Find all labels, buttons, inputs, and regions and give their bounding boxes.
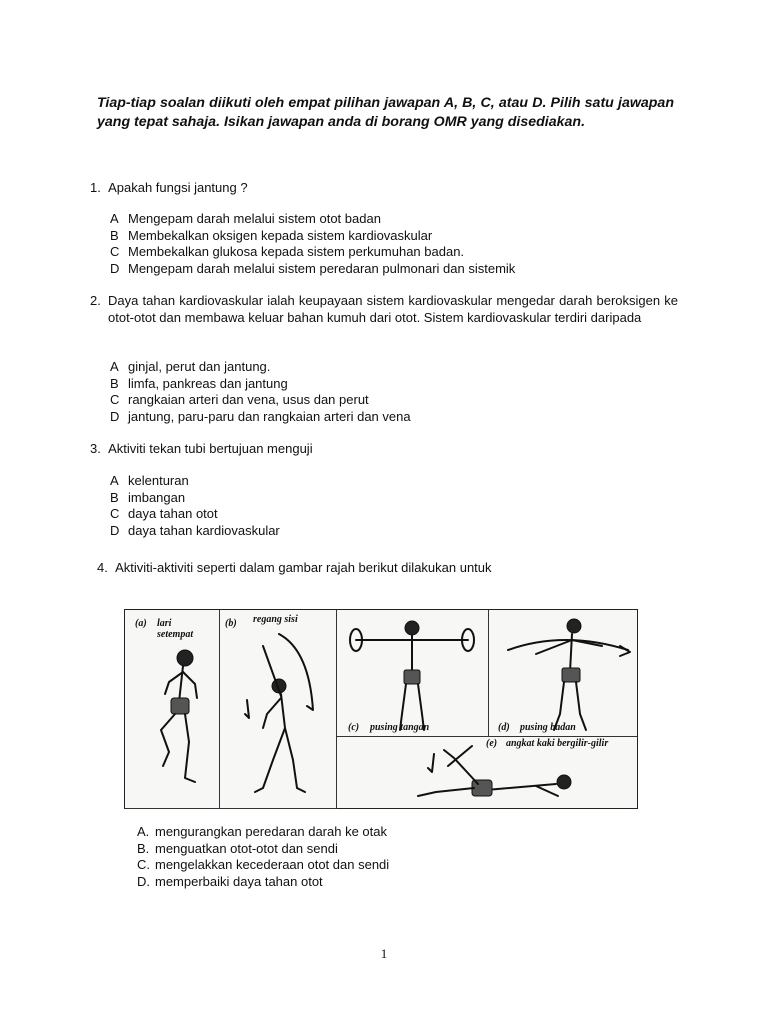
option-b[interactable]: B. menguatkan otot-otot dan sendi <box>137 840 338 856</box>
leg-raise-figure <box>336 736 637 808</box>
option-c[interactable]: C rangkaian arteri dan vena, usus dan perut <box>110 392 369 407</box>
option-c[interactable]: C Membekalkan glukosa kepada sistem perkumuhan badan. <box>110 244 465 259</box>
option-a[interactable]: A kelenturan <box>110 473 189 488</box>
panel-b <box>219 610 337 809</box>
panel-tag: (c) <box>348 722 360 733</box>
panel-tag: (d) <box>498 722 510 733</box>
question-number: 4. <box>97 560 108 575</box>
option-d[interactable]: D daya tahan kardiovaskular <box>110 522 280 538</box>
panel-e <box>336 736 637 808</box>
panel-c <box>336 610 489 737</box>
panel-tag: (b) <box>225 618 237 629</box>
option-c[interactable]: C daya tahan otot <box>110 506 218 521</box>
question-3-options <box>110 473 280 539</box>
panel-d <box>488 610 637 737</box>
instructions: Tiap-tiap soalan diikuti oleh empat pilihan jawapan A, B, C, atau D. Pilih satu jawapan yang tepat sahaja. Isikan jawapan anda di borang OMR yang disediakan. <box>97 95 674 130</box>
panel-label: pusing badan <box>520 722 576 733</box>
question-number: 3. <box>90 441 101 456</box>
question-stem: Apakah fungsi jantung ? <box>108 180 248 195</box>
question-number: 2. <box>90 293 101 308</box>
panel-label: pusing tangan <box>370 722 430 733</box>
panel-tag: (a) <box>135 618 147 629</box>
question-stem: Aktiviti-aktiviti seperti dalam gambar rajah berikut dilakukan untuk <box>115 560 492 575</box>
option-a[interactable]: A ginjal, perut dan jantung. <box>110 359 271 374</box>
question-4-options <box>137 824 389 890</box>
question-2-options <box>110 359 411 425</box>
option-d[interactable]: D jantung, paru-paru dan rangkaian arteri dan vena <box>110 408 411 424</box>
question-1-options <box>110 211 515 277</box>
torso-twist-figure <box>488 610 637 736</box>
exercise-figure <box>124 609 638 809</box>
option-a[interactable]: A. mengurangkan peredaran darah ke otak <box>137 824 387 839</box>
arm-circle-figure <box>336 610 488 736</box>
option-a[interactable]: A Mengepam darah melalui sistem otot badan <box>110 211 381 226</box>
question-stem: Aktiviti tekan tubi bertujuan menguji <box>108 441 313 456</box>
panel-label: lari setempat <box>157 618 194 640</box>
jogging-figure <box>125 610 219 808</box>
option-d[interactable]: D Mengepam darah melalui sistem peredaran pulmonari dan sistemik <box>110 260 516 276</box>
question-4 <box>97 560 492 577</box>
option-c[interactable]: C. mengelakkan kecederaan otot dan sendi <box>137 857 390 872</box>
question-2 <box>90 293 678 326</box>
page-number: 1 <box>380 946 388 961</box>
panel-a <box>125 610 220 809</box>
question-3 <box>90 441 313 458</box>
option-d[interactable]: D. memperbaiki daya tahan otot <box>137 873 323 889</box>
panel-label: regang sisi <box>253 614 298 625</box>
side-stretch-figure <box>219 610 336 808</box>
panel-tag: (e) <box>486 738 498 749</box>
question-number: 1. <box>90 180 101 195</box>
option-b[interactable]: B limfa, pankreas dan jantung <box>110 375 288 391</box>
option-b[interactable]: B imbangan <box>110 489 186 505</box>
question-1 <box>90 180 248 197</box>
question-stem: Daya tahan kardiovaskular ialah keupayaan sistem kardiovaskular mengedar darah beroksigen ke otot-otot dan membawa keluar bahan kumuh dari otot. Sistem kardiovaskular terdiri daripada <box>108 293 678 325</box>
option-b[interactable]: B Membekalkan oksigen kepada sistem kardiovaskular <box>110 227 433 243</box>
panel-label: angkat kaki bergilir-gilir <box>506 738 609 749</box>
